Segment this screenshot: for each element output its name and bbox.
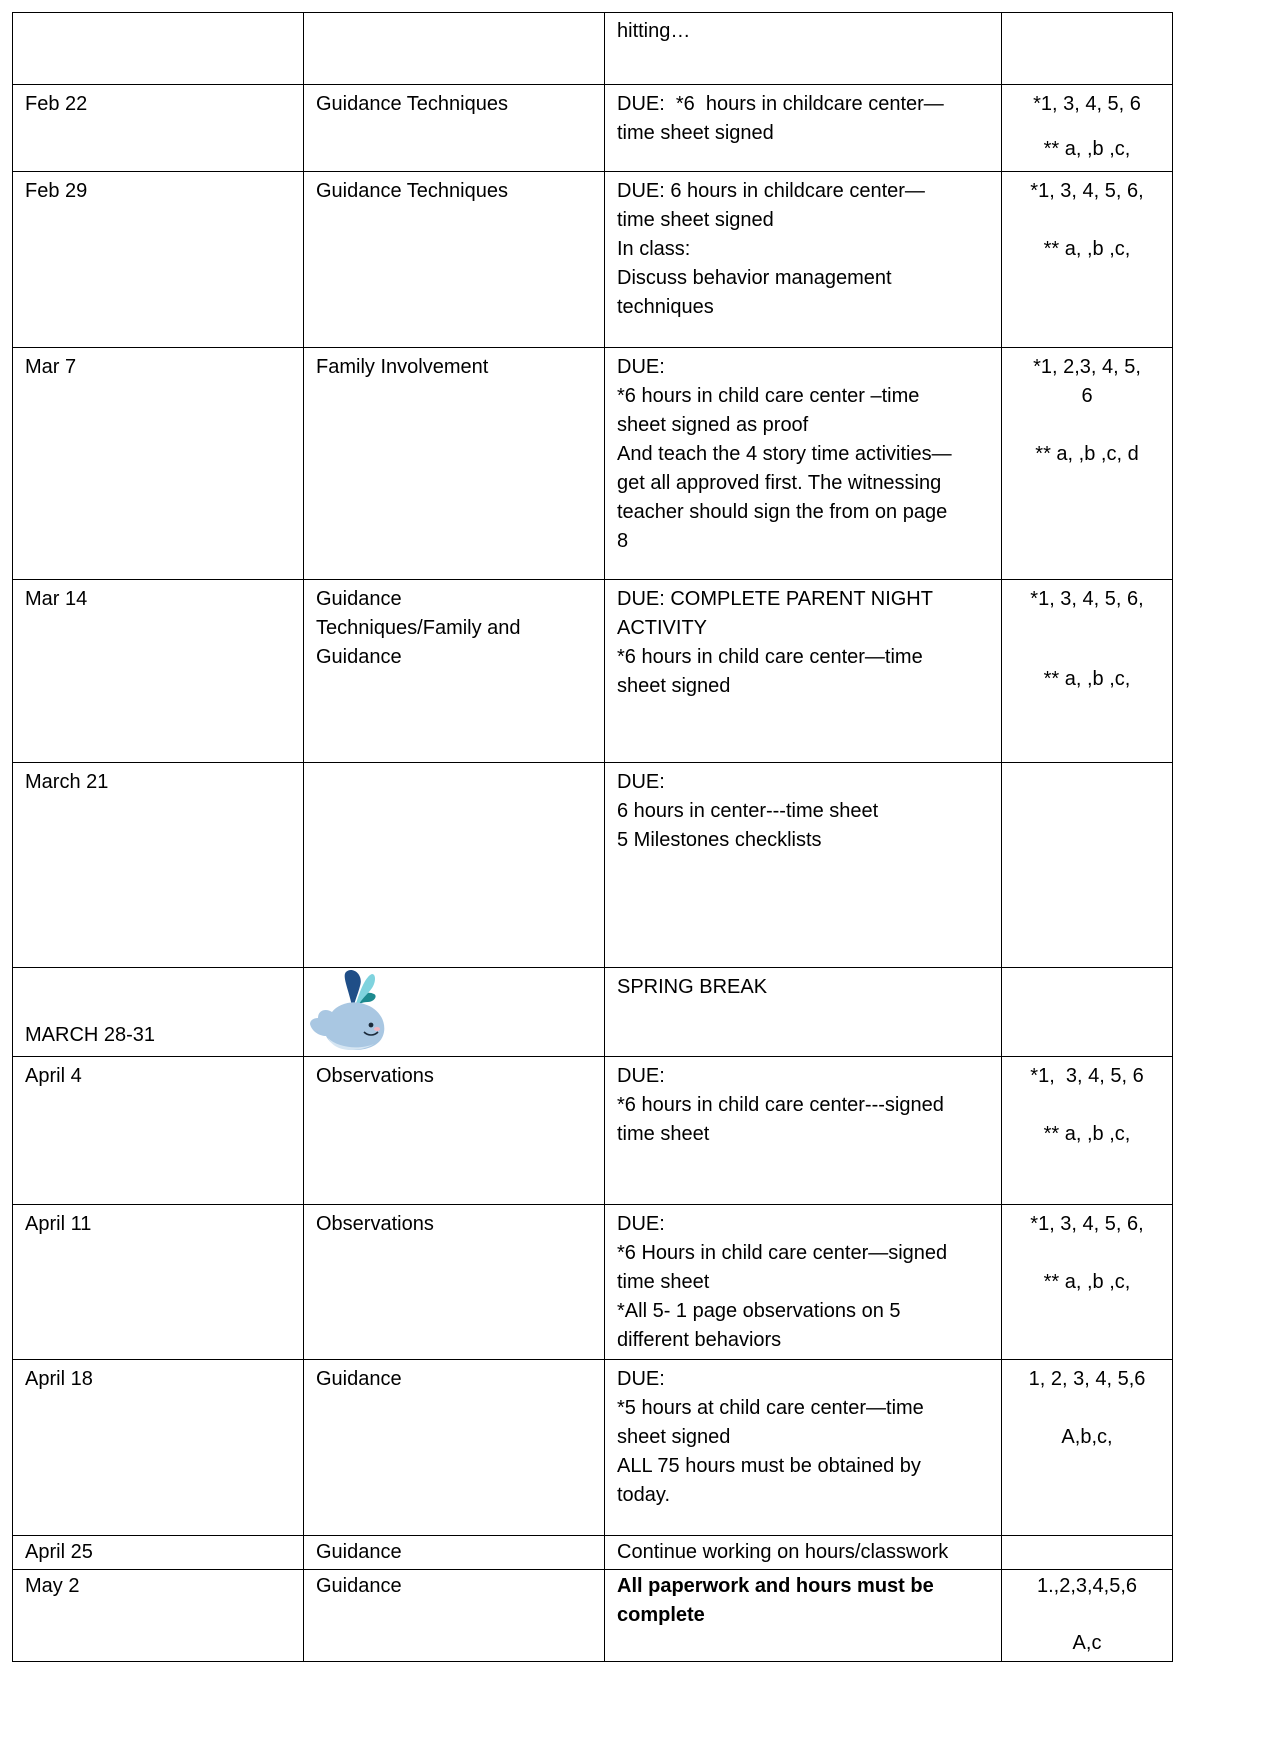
assignment-cell bbox=[605, 763, 1002, 968]
assignment-line: *6 hours in child care center—time bbox=[617, 646, 923, 668]
assignment-line: DUE: bbox=[617, 1213, 665, 1235]
topic-text: Guidance bbox=[316, 1575, 402, 1597]
standards-cell bbox=[1002, 580, 1173, 763]
standards-line: A,b,c, bbox=[1061, 1426, 1113, 1448]
table-row bbox=[13, 1360, 1173, 1536]
date-text: May 2 bbox=[25, 1575, 80, 1597]
schedule-table bbox=[12, 12, 1173, 1662]
assignment-line: DUE: bbox=[617, 1065, 665, 1087]
topic-cell bbox=[304, 172, 605, 348]
date-text: April 11 bbox=[25, 1213, 92, 1235]
topic-cell bbox=[304, 763, 605, 968]
table-row bbox=[13, 172, 1173, 348]
assignment-line: teacher should sign the from on page bbox=[617, 501, 948, 523]
date-text: April 4 bbox=[25, 1065, 82, 1087]
assignment-line: DUE: bbox=[617, 356, 665, 378]
table-row bbox=[13, 13, 1173, 85]
assignment-cell bbox=[605, 172, 1002, 348]
assignment-line: time sheet bbox=[617, 1271, 710, 1293]
table-row bbox=[13, 1570, 1173, 1662]
assignment-line: DUE: *6 hours in childcare center— bbox=[617, 93, 944, 115]
standards-line: *1, 3, 4, 5, 6 bbox=[1030, 1065, 1144, 1087]
date-cell bbox=[13, 172, 304, 348]
topic-cell bbox=[304, 1536, 605, 1570]
assignment-line: And teach the 4 story time activities— bbox=[617, 443, 952, 465]
date-cell bbox=[13, 348, 304, 580]
topic-text: Observations bbox=[316, 1213, 434, 1235]
assignment-cell bbox=[605, 85, 1002, 172]
assignment-line: *6 hours in child care center---signed bbox=[617, 1094, 944, 1116]
date-cell bbox=[13, 1536, 304, 1570]
date-text: Feb 22 bbox=[25, 93, 88, 115]
standards-cell bbox=[1002, 1570, 1173, 1662]
date-cell bbox=[13, 1057, 304, 1205]
assignment-line: sheet signed bbox=[617, 675, 731, 697]
topic-text: Family Involvement bbox=[316, 356, 489, 378]
date-cell bbox=[13, 763, 304, 968]
standards-cell bbox=[1002, 1360, 1173, 1536]
standards-cell bbox=[1002, 13, 1173, 85]
assignment-cell bbox=[605, 13, 1002, 85]
assignment-line: sheet signed bbox=[617, 1426, 731, 1448]
assignment-line: Discuss behavior management bbox=[617, 267, 892, 289]
topic-text: Techniques/Family and bbox=[316, 617, 521, 639]
assignment-line: *6 hours in child care center –time bbox=[617, 385, 920, 407]
date-cell bbox=[13, 580, 304, 763]
date-cell bbox=[13, 1205, 304, 1360]
table-row bbox=[13, 968, 1173, 1057]
topic-text: Guidance bbox=[316, 1368, 402, 1390]
table-row bbox=[13, 580, 1173, 763]
assignment-line: *6 Hours in child care center—signed bbox=[617, 1242, 948, 1264]
topic-cell bbox=[304, 1057, 605, 1205]
assignment-line: time sheet bbox=[617, 1123, 710, 1145]
standards-line: ** a, ,b ,c, bbox=[1043, 1123, 1131, 1145]
date-cell bbox=[13, 1360, 304, 1536]
standards-line: *1, 3, 4, 5, 6, bbox=[1030, 180, 1144, 202]
assignment-line: complete bbox=[617, 1604, 705, 1626]
assignment-line: DUE: 6 hours in childcare center— bbox=[617, 180, 925, 202]
assignment-line: time sheet signed bbox=[617, 122, 774, 144]
standards-cell bbox=[1002, 968, 1173, 1057]
assignment-line: sheet signed as proof bbox=[617, 414, 809, 436]
assignment-line: hitting… bbox=[617, 20, 691, 42]
date-text: Feb 29 bbox=[25, 180, 88, 202]
assignment-line: today. bbox=[617, 1484, 670, 1506]
standards-cell bbox=[1002, 85, 1173, 172]
assignment-cell bbox=[605, 1570, 1002, 1662]
assignment-line: 6 hours in center---time sheet bbox=[617, 800, 879, 822]
assignment-line: ALL 75 hours must be obtained by bbox=[617, 1455, 921, 1477]
assignment-cell bbox=[605, 1360, 1002, 1536]
standards-cell bbox=[1002, 1536, 1173, 1570]
assignment-line: DUE: bbox=[617, 1368, 665, 1390]
assignment-line: *5 hours at child care center—time bbox=[617, 1397, 924, 1419]
standards-line: ** a, ,b ,c, bbox=[1043, 1271, 1131, 1293]
topic-cell bbox=[304, 1570, 605, 1662]
standards-line: *1, 3, 4, 5, 6 bbox=[1033, 93, 1141, 115]
date-text: Mar 7 bbox=[25, 356, 77, 378]
assignment-cell bbox=[605, 1536, 1002, 1570]
date-text: April 25 bbox=[25, 1541, 93, 1563]
topic-text: Guidance bbox=[316, 588, 402, 610]
assignment-cell bbox=[605, 580, 1002, 763]
date-text: Mar 14 bbox=[25, 588, 88, 610]
topic-text: Guidance Techniques bbox=[316, 93, 508, 115]
topic-text: Guidance bbox=[316, 646, 402, 668]
standards-line: *1, 3, 4, 5, 6, bbox=[1030, 588, 1144, 610]
assignment-line: All paperwork and hours must be bbox=[617, 1575, 934, 1597]
standards-line: ** a, ,b ,c, bbox=[1043, 138, 1131, 160]
date-cell bbox=[13, 13, 304, 85]
standards-line: ** a, ,b ,c, d bbox=[1035, 443, 1139, 465]
topic-cell bbox=[304, 348, 605, 580]
assignment-cell bbox=[605, 348, 1002, 580]
standards-cell bbox=[1002, 172, 1173, 348]
assignment-cell bbox=[605, 968, 1002, 1057]
date-text: April 18 bbox=[25, 1368, 93, 1390]
topic-text: Guidance Techniques bbox=[316, 180, 508, 202]
table-row bbox=[13, 85, 1173, 172]
assignment-line: different behaviors bbox=[617, 1329, 782, 1351]
standards-cell bbox=[1002, 763, 1173, 968]
assignment-line: 8 bbox=[617, 530, 629, 552]
assignment-cell bbox=[605, 1205, 1002, 1360]
topic-text: Observations bbox=[316, 1065, 434, 1087]
assignment-cell bbox=[605, 1057, 1002, 1205]
whale-icon bbox=[308, 968, 390, 1053]
assignment-line: techniques bbox=[617, 296, 714, 318]
assignment-line: get all approved first. The witnessing bbox=[617, 472, 942, 494]
standards-line: 1.,2,3,4,5,6 bbox=[1036, 1575, 1138, 1597]
standards-cell bbox=[1002, 1205, 1173, 1360]
table-row bbox=[13, 348, 1173, 580]
assignment-line: SPRING BREAK bbox=[617, 976, 768, 998]
table-row bbox=[13, 1205, 1173, 1360]
standards-line: *1, 2,3, 4, 5, bbox=[1033, 356, 1141, 378]
assignment-line: 5 Milestones checklists bbox=[617, 829, 822, 851]
topic-cell bbox=[304, 85, 605, 172]
date-cell bbox=[13, 85, 304, 172]
assignment-line: In class: bbox=[617, 238, 691, 260]
assignment-line: ACTIVITY bbox=[617, 617, 708, 639]
standards-line: 6 bbox=[1081, 385, 1093, 407]
standards-line: 1, 2, 3, 4, 5,6 bbox=[1028, 1368, 1146, 1390]
date-cell bbox=[13, 968, 304, 1057]
standards-cell bbox=[1002, 348, 1173, 580]
assignment-line: Continue working on hours/classwork bbox=[617, 1541, 949, 1563]
assignment-line: DUE: COMPLETE PARENT NIGHT bbox=[617, 588, 933, 610]
topic-cell bbox=[304, 580, 605, 763]
date-text: March 21 bbox=[25, 771, 109, 793]
topic-cell bbox=[304, 1205, 605, 1360]
assignment-line: time sheet signed bbox=[617, 209, 774, 231]
standards-line: A,c bbox=[1072, 1632, 1102, 1654]
topic-cell bbox=[304, 1360, 605, 1536]
standards-line: ** a, ,b ,c, bbox=[1043, 238, 1131, 260]
assignment-line: DUE: bbox=[617, 771, 665, 793]
table-row bbox=[13, 1057, 1173, 1205]
standards-line: ** a, ,b ,c, bbox=[1043, 668, 1131, 690]
topic-text: Guidance bbox=[316, 1541, 402, 1563]
table-row bbox=[13, 763, 1173, 968]
topic-cell bbox=[304, 968, 605, 1057]
table-row bbox=[13, 1536, 1173, 1570]
standards-cell bbox=[1002, 1057, 1173, 1205]
assignment-line: *All 5- 1 page observations on 5 bbox=[617, 1300, 901, 1322]
date-text: MARCH 28-31 bbox=[25, 1024, 156, 1046]
date-cell bbox=[13, 1570, 304, 1662]
standards-line: *1, 3, 4, 5, 6, bbox=[1030, 1213, 1144, 1235]
topic-cell bbox=[304, 13, 605, 85]
